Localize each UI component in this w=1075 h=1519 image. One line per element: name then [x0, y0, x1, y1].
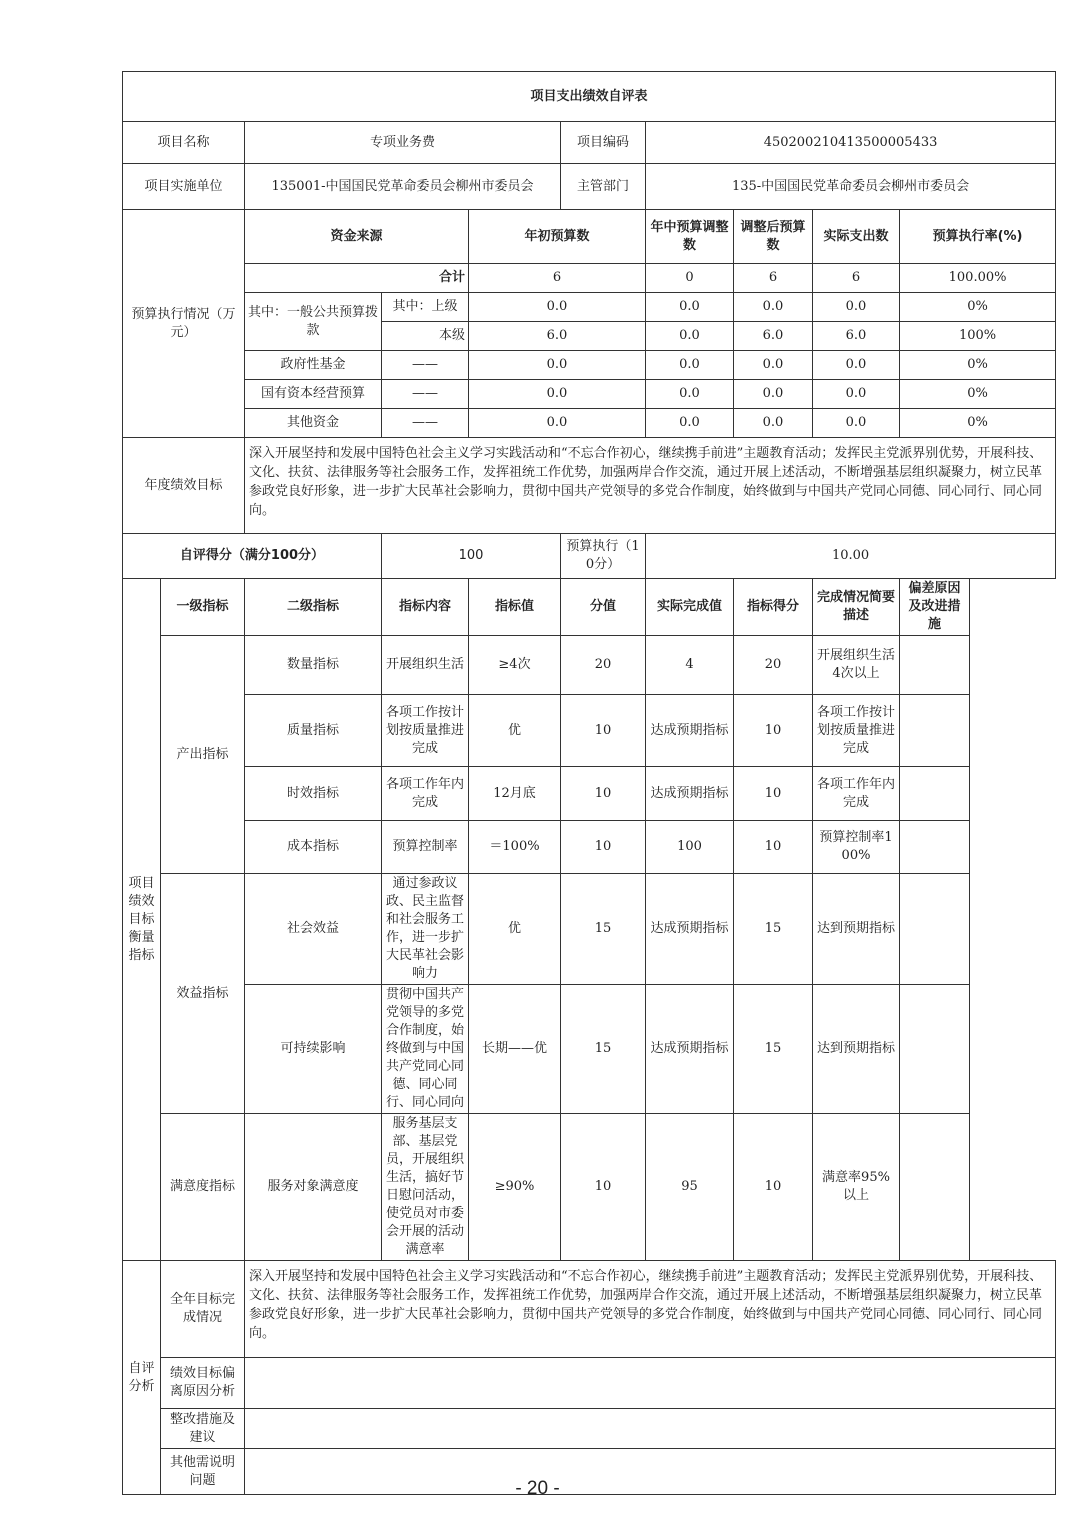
ind-points: 15 [561, 874, 646, 985]
budget-total-adjust: 0 [646, 264, 734, 293]
gov-fund-adjusted: 0.0 [734, 351, 813, 380]
state-capital-rate: 0% [900, 380, 1056, 409]
dept-value: 135-中国国民党革命委员会柳州市委员会 [646, 164, 1056, 210]
project-name-value: 专项业务费 [245, 122, 561, 164]
table-row [123, 1114, 1056, 1261]
ind-content: 预算控制率 [382, 821, 469, 874]
project-name-label: 项目名称 [123, 122, 245, 164]
ind-reason [900, 767, 970, 821]
other-fund-adjust: 0.0 [646, 409, 734, 438]
ind-header-reason: 偏差原因及改进措施 [900, 579, 970, 636]
ind-desc: 达到预期指标 [813, 874, 900, 985]
other-fund-rate: 0% [900, 409, 1056, 438]
ind-actual: 100 [646, 821, 734, 874]
ind-actual: 达成预期指标 [646, 767, 734, 821]
impl-unit-value: 135001-中国国民党革命委员会柳州市委员会 [245, 164, 561, 210]
ind-actual: 达成预期指标 [646, 695, 734, 767]
ind-actual: 达成预期指标 [646, 874, 734, 985]
gov-fund-actual: 0.0 [813, 351, 900, 380]
indicators-section-label: 项目绩效目标衡量指标 [123, 579, 161, 1261]
ind-reason [900, 874, 970, 985]
ind-header-actual: 实际完成值 [646, 579, 734, 636]
state-capital-initial: 0.0 [469, 380, 646, 409]
state-capital-label: 国有资本经营预算 [245, 380, 382, 409]
ind-target: ＝100% [469, 821, 561, 874]
other-fund-adjusted: 0.0 [734, 409, 813, 438]
ind-score: 10 [734, 695, 813, 767]
table-row [123, 985, 1056, 1114]
ind-target: 长期——优 [469, 985, 561, 1114]
self-score-value: 100 [382, 534, 561, 579]
rectify-text [245, 1409, 1056, 1449]
upper-actual: 0.0 [813, 293, 900, 322]
state-capital-dash: —— [382, 380, 469, 409]
table-title: 项目支出绩效自评表 [123, 72, 1056, 122]
ind-l2: 数量指标 [245, 636, 382, 695]
upper-label: 其中：上级 [382, 293, 469, 322]
ind-desc: 开展组织生活4次以上 [813, 636, 900, 695]
local-initial: 6.0 [469, 322, 646, 351]
self-eval-section-label: 自评分析 [123, 1261, 161, 1495]
other-issues-label: 其他需说明问题 [161, 1449, 245, 1495]
other-fund-dash: —— [382, 409, 469, 438]
ind-header-content: 指标内容 [382, 579, 469, 636]
ind-target: ≥90% [469, 1114, 561, 1261]
ind-points: 10 [561, 821, 646, 874]
ind-desc: 各项工作年内完成 [813, 767, 900, 821]
satisfaction-indicator-label: 满意度指标 [161, 1114, 245, 1261]
ind-actual: 95 [646, 1114, 734, 1261]
ind-l2: 成本指标 [245, 821, 382, 874]
budget-exec-value: 10.00 [646, 534, 1056, 579]
budget-total-initial: 6 [469, 264, 646, 293]
ind-reason [900, 695, 970, 767]
ind-score: 10 [734, 767, 813, 821]
state-capital-actual: 0.0 [813, 380, 900, 409]
ind-l2: 服务对象满意度 [245, 1114, 382, 1261]
ind-header-desc: 完成情况简要描述 [813, 579, 900, 636]
project-code-label: 项目编码 [561, 122, 646, 164]
deviation-label: 绩效目标偏离原因分析 [161, 1358, 245, 1409]
ind-reason [900, 636, 970, 695]
ind-l2: 质量指标 [245, 695, 382, 767]
ind-content: 开展组织生活 [382, 636, 469, 695]
annual-goal-text: 深入开展坚持和发展中国特色社会主义学习实践活动和“不忘合作初心，继续携手前进”主题教育活动；发挥民主党派界别优势，开展科技、文化、扶贫、法律服务等社会服务工作，发挥祖统工作优势，加强两岸合作交流，通过开展上述活动，不断增强基层组织凝聚力，树立民革参政党良好形象，进一步扩大民革社会影响力，贯彻中国共产党领导的多党合作制度，始终做到与中国共产党同心同德、同心同行、同心同向。 [245, 438, 1056, 534]
ind-score: 10 [734, 1114, 813, 1261]
table-row [123, 874, 1056, 985]
ind-actual: 4 [646, 636, 734, 695]
general-budget-label: 其中：一般公共预算拨款 [245, 293, 382, 351]
page-number: - 20 - [515, 1478, 560, 1499]
ind-reason [900, 821, 970, 874]
ind-header-l1: 一级指标 [161, 579, 245, 636]
ind-reason [900, 1114, 970, 1261]
budget-total-actual: 6 [813, 264, 900, 293]
ind-desc: 预算控制率100% [813, 821, 900, 874]
ind-header-score: 指标得分 [734, 579, 813, 636]
other-fund-label: 其他资金 [245, 409, 382, 438]
ind-points: 20 [561, 636, 646, 695]
benefit-indicator-label: 效益指标 [161, 874, 245, 1114]
ind-target: 12月底 [469, 767, 561, 821]
local-adjusted: 6.0 [734, 322, 813, 351]
ind-header-points: 分值 [561, 579, 646, 636]
ind-header-l2: 二级指标 [245, 579, 382, 636]
output-indicator-label: 产出指标 [161, 636, 245, 874]
ind-desc: 达到预期指标 [813, 985, 900, 1114]
budget-exec-label: 预算执行（10分） [561, 534, 646, 579]
upper-rate: 0% [900, 293, 1056, 322]
project-code-value: 450200210413500005433 [646, 122, 1056, 164]
budget-header-source: 资金来源 [245, 210, 469, 264]
deviation-text [245, 1358, 1056, 1409]
ind-score: 15 [734, 985, 813, 1114]
gov-fund-dash: —— [382, 351, 469, 380]
local-rate: 100% [900, 322, 1056, 351]
ind-desc: 各项工作按计划按质量推进完成 [813, 695, 900, 767]
ind-points: 10 [561, 767, 646, 821]
performance-table [122, 71, 1056, 1495]
budget-total-rate: 100.00% [900, 264, 1056, 293]
upper-initial: 0.0 [469, 293, 646, 322]
table-row [123, 695, 1056, 767]
self-score-label: 自评得分（满分100分） [123, 534, 382, 579]
table-row [123, 636, 1056, 695]
gov-fund-adjust: 0.0 [646, 351, 734, 380]
ind-l2: 社会效益 [245, 874, 382, 985]
upper-adjust: 0.0 [646, 293, 734, 322]
budget-header-adjusted: 调整后预算数 [734, 210, 813, 264]
gov-fund-initial: 0.0 [469, 351, 646, 380]
budget-header-rate: 预算执行率(%) [900, 210, 1056, 264]
budget-total-label: 合计 [245, 264, 469, 293]
ind-content: 通过参政议政、民主监督和社会服务工作，进一步扩大民革社会影响力 [382, 874, 469, 985]
ind-points: 10 [561, 1114, 646, 1261]
ind-content: 各项工作按计划按质量推进完成 [382, 695, 469, 767]
rectify-label: 整改措施及建议 [161, 1409, 245, 1449]
ind-header-target: 指标值 [469, 579, 561, 636]
gov-fund-label: 政府性基金 [245, 351, 382, 380]
ind-target: 优 [469, 695, 561, 767]
state-capital-adjusted: 0.0 [734, 380, 813, 409]
ind-content: 服务基层支部、基层党员，开展组织生活，搞好节日慰问活动，使党员对市委会开展的活动满意率 [382, 1114, 469, 1261]
ind-score: 20 [734, 636, 813, 695]
ind-actual: 达成预期指标 [646, 985, 734, 1114]
local-actual: 6.0 [813, 322, 900, 351]
table-row [123, 821, 1056, 874]
other-fund-initial: 0.0 [469, 409, 646, 438]
ind-reason [900, 985, 970, 1114]
budget-header-initial: 年初预算数 [469, 210, 646, 264]
ind-target: 优 [469, 874, 561, 985]
ind-content: 贯彻中国共产党领导的多党合作制度，始终做到与中国共产党同心同德、同心同行、同心同向 [382, 985, 469, 1114]
ind-l2: 时效指标 [245, 767, 382, 821]
table-row [123, 767, 1056, 821]
budget-header-adjust: 年中预算调整数 [646, 210, 734, 264]
other-fund-actual: 0.0 [813, 409, 900, 438]
ind-target: ≥4次 [469, 636, 561, 695]
dept-label: 主管部门 [561, 164, 646, 210]
ind-score: 15 [734, 874, 813, 985]
budget-total-adjusted: 6 [734, 264, 813, 293]
impl-unit-label: 项目实施单位 [123, 164, 245, 210]
local-label: 本级 [382, 322, 469, 351]
ind-points: 10 [561, 695, 646, 767]
budget-header-actual: 实际支出数 [813, 210, 900, 264]
ind-score: 10 [734, 821, 813, 874]
budget-section-label: 预算执行情况（万元） [123, 210, 245, 438]
annual-goal-label: 年度绩效目标 [123, 438, 245, 534]
ind-desc: 满意率95%以上 [813, 1114, 900, 1261]
completion-text: 深入开展坚持和发展中国特色社会主义学习实践活动和“不忘合作初心，继续携手前进”主题教育活动；发挥民主党派界别优势，开展科技、文化、扶贫、法律服务等社会服务工作，发挥祖统工作优势，加强两岸合作交流，通过开展上述活动，不断增强基层组织凝聚力，树立民革参政党良好形象，进一步扩大民革社会影响力，贯彻中国共产党领导的多党合作制度，始终做到与中国共产党同心同德、同心同行、同心同向。 [245, 1261, 1056, 1358]
state-capital-adjust: 0.0 [646, 380, 734, 409]
gov-fund-rate: 0% [900, 351, 1056, 380]
completion-label: 全年目标完成情况 [161, 1261, 245, 1358]
upper-adjusted: 0.0 [734, 293, 813, 322]
ind-l2: 可持续影响 [245, 985, 382, 1114]
ind-points: 15 [561, 985, 646, 1114]
local-adjust: 0.0 [646, 322, 734, 351]
ind-content: 各项工作年内完成 [382, 767, 469, 821]
